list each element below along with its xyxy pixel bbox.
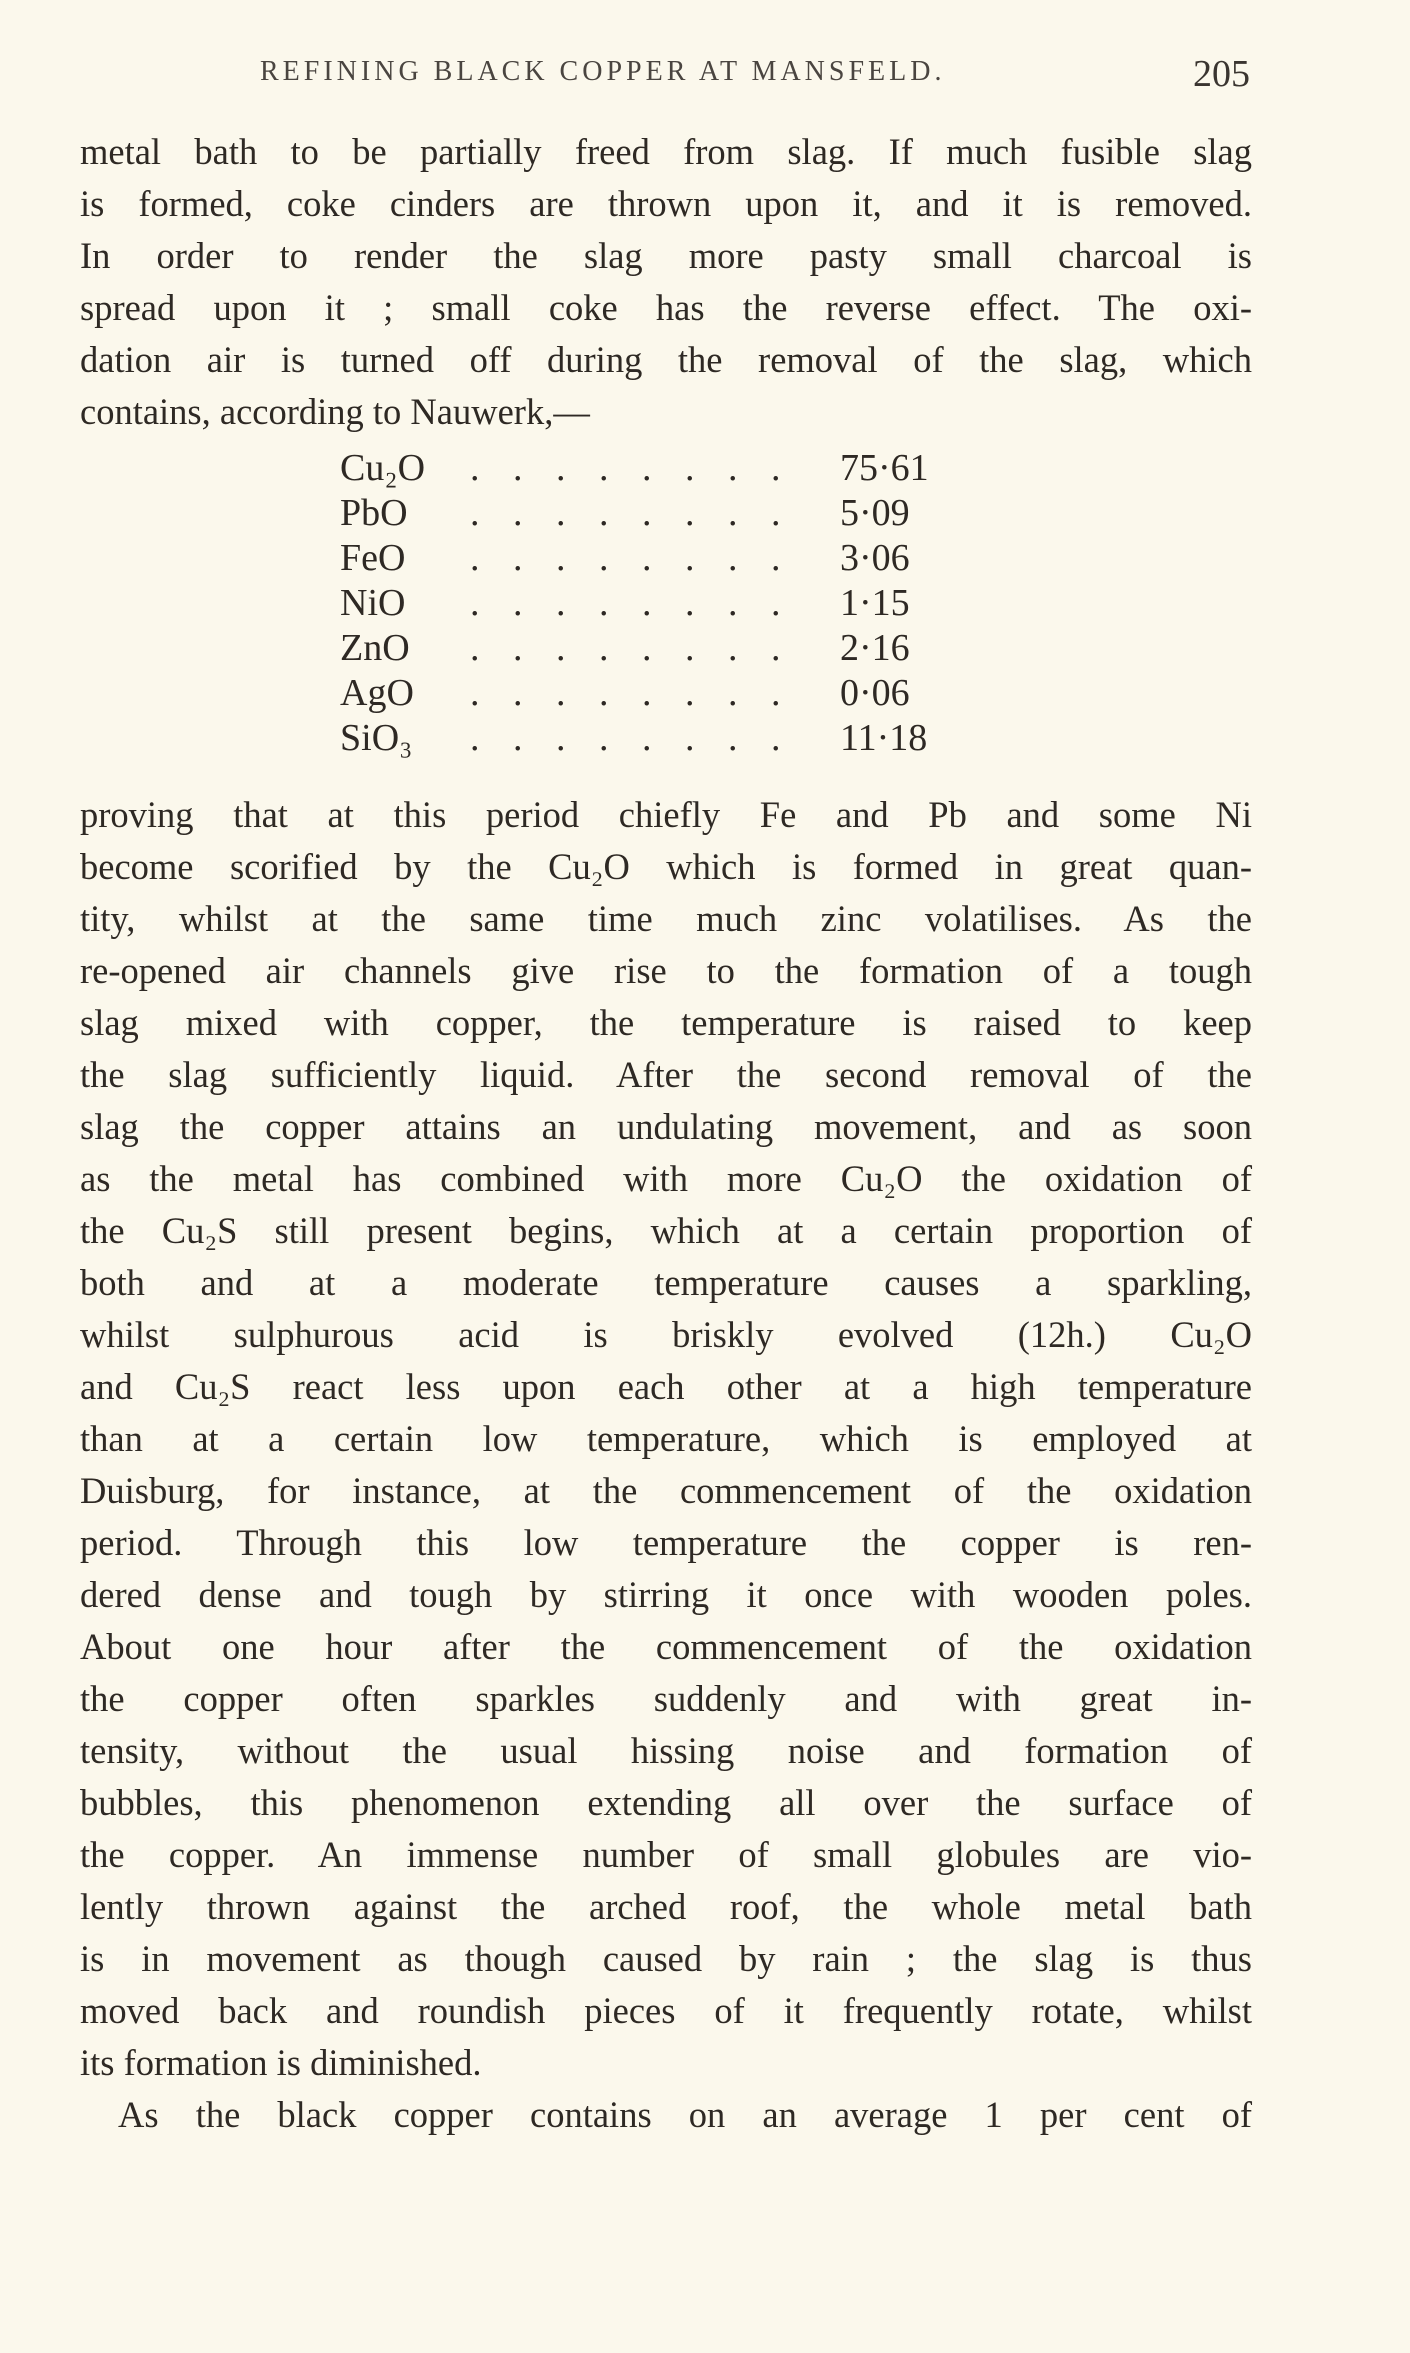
compound-formula: FeO xyxy=(340,537,406,579)
compound-formula: PbO xyxy=(340,492,408,534)
text-line: the copper. An immense number of small globules are vio- xyxy=(80,1834,1252,1875)
compound-value: 1·15 xyxy=(840,582,910,624)
text-line: than at a certain low temperature, which is employed at xyxy=(80,1418,1252,1459)
text-line: its formation is diminished. xyxy=(80,2042,482,2083)
leader-dots: . . . . . . . . xyxy=(470,447,793,489)
text-line: Duisburg, for instance, at the commencement of the oxidation xyxy=(80,1470,1252,1511)
running-title: REFINING BLACK COPPER AT MANSFELD. xyxy=(260,56,946,87)
page-number: 205 xyxy=(1193,53,1250,95)
text-line: bubbles, this phenomenon extending all over the surface of xyxy=(80,1782,1252,1823)
leader-dots: . . . . . . . . xyxy=(470,627,793,669)
text-line: and Cu₂S react less upon each other at a high temperature xyxy=(80,1366,1252,1407)
text-line: slag the copper attains an undulating movement, and as soon xyxy=(80,1106,1252,1147)
text-line: both and at a moderate temperature causes a sparkling, xyxy=(80,1262,1252,1303)
compound-value: 75·61 xyxy=(840,447,929,489)
text-line: About one hour after the commencement of the oxidation xyxy=(80,1626,1252,1667)
text-line: slag mixed with copper, the temperature is raised to keep xyxy=(80,1002,1252,1043)
table-row xyxy=(340,491,980,536)
leader-dots: . . . . . . . . xyxy=(470,537,793,579)
text-line: metal bath to be partially freed from slag. If much fusible slag xyxy=(80,131,1252,172)
text-line: the Cu₂S still present begins, which at a certain proportion of xyxy=(80,1210,1252,1251)
compound-value: 0·06 xyxy=(840,672,910,714)
compound-value: 3·06 xyxy=(840,537,910,579)
text-line: spread upon it ; small coke has the reverse effect. The oxi- xyxy=(80,287,1252,328)
text-line: As the black copper contains on an average 1 per cent of xyxy=(118,2094,1252,2135)
text-line: dation air is turned off during the removal of the slag, which xyxy=(80,339,1252,380)
compound-formula: ZnO xyxy=(340,627,410,669)
text-line: proving that at this period chiefly Fe and Pb and some Ni xyxy=(80,794,1252,835)
leader-dots: . . . . . . . . xyxy=(470,717,793,759)
text-line: period. Through this low temperature the copper is ren- xyxy=(80,1522,1252,1563)
text-line: the slag sufficiently liquid. After the second removal of the xyxy=(80,1054,1252,1095)
table-row xyxy=(340,716,980,761)
text-line: contains, according to Nauwerk,— xyxy=(80,391,590,432)
slag-analysis-table xyxy=(340,446,980,761)
text-line: dered dense and tough by stirring it once with wooden poles. xyxy=(80,1574,1252,1615)
compound-formula: NiO xyxy=(340,582,406,624)
compound-formula: SiO₃ xyxy=(340,717,413,759)
table-row xyxy=(340,671,980,716)
text-line: whilst sulphurous acid is briskly evolved (12h.) Cu₂O xyxy=(80,1314,1252,1355)
text-line: is in movement as though caused by rain ; the slag is thus xyxy=(80,1938,1252,1979)
compound-formula: Cu₂O xyxy=(340,447,426,489)
text-line: tity, whilst at the same time much zinc volatilises. As the xyxy=(80,898,1252,939)
leader-dots: . . . . . . . . xyxy=(470,672,793,714)
table-row xyxy=(340,626,980,671)
text-line: become scorified by the Cu₂O which is formed in great quan- xyxy=(80,846,1252,887)
paragraph-2 xyxy=(80,789,1252,2141)
leader-dots: . . . . . . . . xyxy=(470,582,793,624)
table-row xyxy=(340,536,980,581)
compound-value: 5·09 xyxy=(840,492,910,534)
text-line: In order to render the slag more pasty small charcoal is xyxy=(80,235,1252,276)
leader-dots: . . . . . . . . xyxy=(470,492,793,534)
compound-formula: AgO xyxy=(340,672,414,714)
text-line: moved back and roundish pieces of it frequently rotate, whilst xyxy=(80,1990,1252,2031)
compound-value: 11·18 xyxy=(840,717,928,759)
paragraph-1 xyxy=(80,126,1252,438)
running-head xyxy=(80,52,1264,96)
table-row xyxy=(340,446,980,491)
table-row xyxy=(340,581,980,626)
text-line: as the metal has combined with more Cu₂O the oxidation of xyxy=(80,1158,1252,1199)
text-line: tensity, without the usual hissing noise and formation of xyxy=(80,1730,1252,1771)
compound-value: 2·16 xyxy=(840,627,910,669)
text-line: the copper often sparkles suddenly and with great in- xyxy=(80,1678,1252,1719)
text-line: lently thrown against the arched roof, the whole metal bath xyxy=(80,1886,1252,1927)
text-line: is formed, coke cinders are thrown upon it, and it is removed. xyxy=(80,183,1252,224)
text-line: re-opened air channels give rise to the formation of a tough xyxy=(80,950,1252,991)
